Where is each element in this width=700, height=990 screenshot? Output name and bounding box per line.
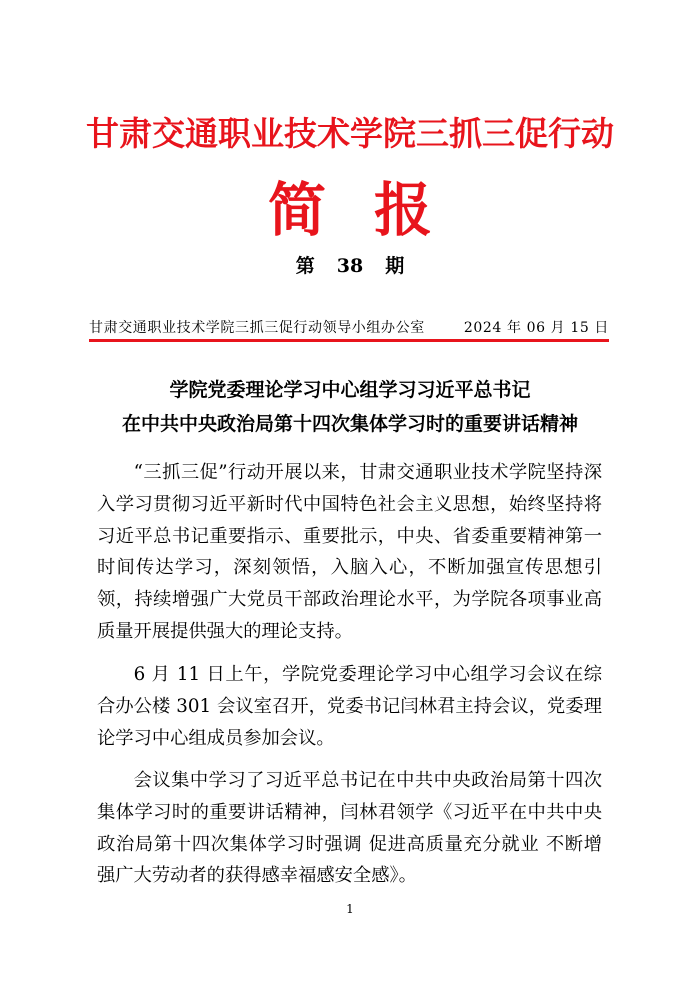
article-title-line-1: 学院党委理论学习中心组学习习近平总书记 (169, 379, 531, 401)
issue-number (0, 251, 700, 278)
article-paragraph: 会议集中学习了习近平总书记在中共中央政治局第十四次集体学习时的重要讲话精神，闫林君领学《习近平在中共中央政治局第十四次集体学习时强调 促进高质量充分就业 不断增强广大劳动者的获得感幸福感安全感》。 (97, 770, 602, 887)
article-paragraph: “三抓三促”行动开展以来，甘肃交通职业技术学院坚持深入学习贯彻习近平新时代中国特色社会主义思想，始终坚持将习近平总书记重要指示、重要批示，中央、省委重要精神第一时间传达学习，深刻领悟，入脑入心，不断加强宣传思想引领，持续增强广大党员干部政治理论水平，为学院各项事业高质量开展提供强大的理论支持。 (97, 462, 602, 642)
issue-date: 2024 年 06 月 15 日 (463, 320, 609, 336)
issuer-office: 甘肃交通职业技术学院三抓三促行动领导小组办公室 (89, 320, 425, 336)
issuer-line (89, 317, 609, 337)
masthead-title: 甘肃交通职业技术学院三抓三促行动 (86, 114, 614, 153)
article-paragraph: 6 月 11 日上午，学院党委理论学习中心组学习会议在综合办公楼 301 会议室召开，党委书记闫林君主持会议，党委理论学习中心组成员参加会议。 (97, 664, 602, 749)
issue-value: 38 (336, 255, 364, 277)
issue-prefix: 第 (295, 255, 315, 277)
issue-suffix: 期 (385, 255, 405, 277)
masthead-brief-label: 简报 (267, 176, 480, 244)
page-number: 1 (346, 902, 354, 916)
red-divider (89, 339, 609, 342)
article-title-line-2: 在中共中央政治局第十四次集体学习时的重要讲话精神 (121, 413, 578, 435)
